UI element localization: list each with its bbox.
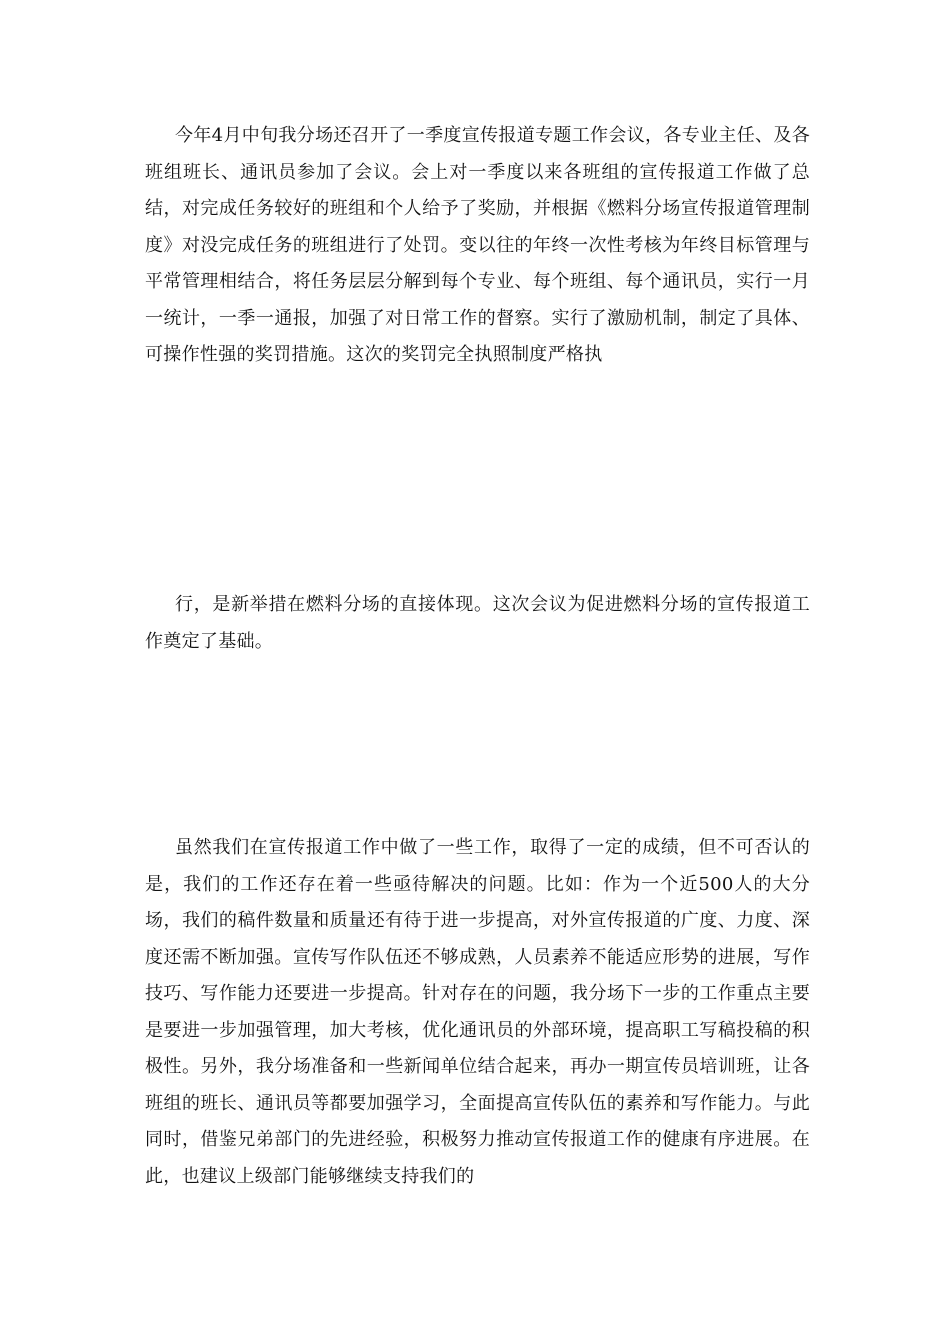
- paragraph-problems-and-plans: 虽然我们在宣传报道工作中做了一些工作，取得了一定的成绩，但不可否认的是，我们的工作还存在着一些亟待解决的问题。比如：作为一个近500人的大分场，我们的稿件数量和质量还有待于进一步提高，对外宣传报道的广度、力度、深度还需不断加强。宣传写作队伍还不够成熟，人员素养不能适应形势的进展，写作技巧、写作能力还要进一步提高。针对存在的问题，我分场下一步的工作重点主要是要进一步加强管理，加大考核，优化通讯员的外部环境，提高职工写稿投稿的积极性。另外，我分场准备和一些新闻单位结合起来，再办一期宣传员培训班，让各班组的班长、通讯员等都要加强学习，全面提高宣传队伍的素养和写作能力。与此同时，借鉴兄弟部门的先进经验，积极努力推动宣传报道工作的健康有序进展。在此，也建议上级部门能够继续支持我们的: [145, 837, 810, 1187]
- paragraph-meeting-conclusion: 行，是新举措在燃料分场的直接体现。这次会议为促进燃料分场的宣传报道工作奠定了基础。: [145, 594, 810, 652]
- paragraph-meeting-summary: 今年4月中旬我分场还召开了一季度宣传报道专题工作会议，各专业主任、及各班组班长、通讯员参加了会议。会上对一季度以来各班组的宣传报道工作做了总结，对完成任务较好的班组和个人给予了奖励，并根据《燃料分场宣传报道管理制度》对没完成任务的班组进行了处罚。变以往的年终一次性考核为年终目标管理与平常管理相结合，将任务层层分解到每个专业、每个班组、每个通讯员，实行一月一统计，一季一通报，加强了对日常工作的督察。实行了激励机制，制定了具体、可操作性强的奖罚措施。这次的奖罚完全执照制度严格执: [145, 125, 810, 365]
